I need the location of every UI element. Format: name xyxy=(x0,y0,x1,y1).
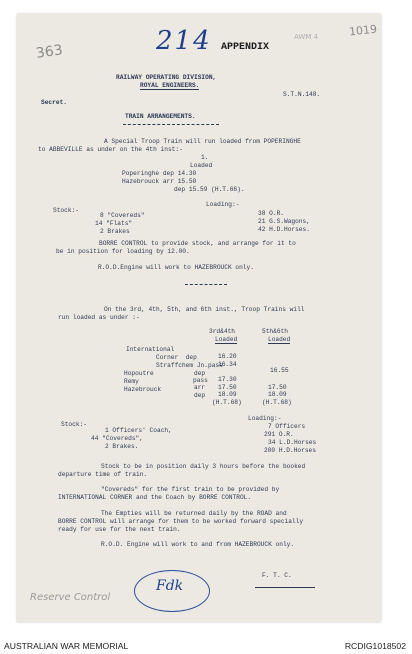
section2-col2-subheader: Loaded xyxy=(268,336,291,343)
section1-stock-label: Stock:- xyxy=(53,207,79,214)
classification: Secret. xyxy=(41,99,67,106)
handwritten-number: 214 xyxy=(156,26,212,56)
section2-paragraph: INTERNATIONAL CORNER and the Coach by BORRE CONTROL. xyxy=(58,494,252,501)
section2-intro-line2: run loaded as under :- xyxy=(58,314,140,321)
section1-note-line2: be in position for loading by 12.00. xyxy=(56,248,190,255)
section2-loading-label: Loading:- xyxy=(248,415,282,422)
section1-train-number: 1. xyxy=(201,154,209,161)
timetable-time: 16.20 xyxy=(218,353,237,360)
section1-loading-item: 38 O.R. xyxy=(258,210,284,217)
section2-stock-item: 1 Officers' Coach, xyxy=(105,427,172,434)
section1-stock-item: 2 Brakes xyxy=(100,228,130,235)
section1-engine-note: R.O.D.Engine will work to HAZEBROUCK only. xyxy=(98,264,254,271)
section1-intro-line2: to ABBEVILLE as under on the 4th inst:- xyxy=(38,146,183,153)
timetable-time: 17.50 xyxy=(268,384,287,391)
section2-loading-item: 34 L.D.Horses xyxy=(268,439,317,446)
section2-loading-item: 291 O.R. xyxy=(264,431,294,438)
footer-reference: RCDIG1018502 xyxy=(344,641,406,651)
timetable-station: Hazebrouck xyxy=(124,386,162,393)
section2-engine-note: R.O.D. Engine will work to and from HAZEBROUCK only. xyxy=(101,541,295,548)
section1-stock-item: 14 "Flats" xyxy=(95,220,133,227)
section2-stock-item: 44 "Covereds", xyxy=(91,435,143,442)
timetable-station: dep xyxy=(194,392,206,399)
division-heading: RAILWAY OPERATING DIVISION, xyxy=(116,74,217,81)
section1-time-row: Poperinghe dep 14.30 xyxy=(122,170,197,177)
timetable-station: International xyxy=(126,346,175,353)
section1-time-row: Hazebrouck arr 15.50 xyxy=(122,178,197,185)
document-reference: S.T.N.148. xyxy=(283,91,321,98)
section1-loading-label: Loading:- xyxy=(206,201,240,208)
section2-paragraph: BORRE CONTROL will arrange for them to be worked forward specially xyxy=(58,518,304,525)
section2-col1-header: 3rd&4th xyxy=(209,328,235,335)
timetable-station: pass xyxy=(193,377,208,384)
timetable-train-ref: (H.T.68) xyxy=(212,399,242,406)
section2-paragraph: departure time of train. xyxy=(58,471,148,478)
timetable-station: arr xyxy=(194,384,206,391)
section2-loading-item: 200 H.D.Horses xyxy=(264,447,316,454)
section2-intro-line1: On the 3rd, 4th, 5th, and 6th inst., Troop Trains will xyxy=(104,306,305,313)
signature-rule xyxy=(255,587,315,588)
timetable-time: 18.09 xyxy=(268,391,287,398)
section1-loading-item: 21 G.S.Wagons, xyxy=(258,218,310,225)
section2-col2-header: 5th&6th xyxy=(262,328,288,335)
timetable-train-ref: (H.T.68) xyxy=(262,399,292,406)
section1-time-row: dep 15.59 (H.T.66). xyxy=(174,186,245,193)
document-title: TRAIN ARRANGEMENTS. xyxy=(125,113,196,120)
timetable-station: Corner dep xyxy=(156,354,197,361)
timetable-station: Straffchem Jn.pass xyxy=(156,362,223,369)
corps-heading: ROYAL ENGINEERS. xyxy=(140,82,200,89)
timetable-time: 18.09 xyxy=(218,391,237,398)
timetable-time: 16.34 xyxy=(218,361,237,368)
timetable-time: 16.55 xyxy=(270,367,289,374)
section1-intro-line1: A Special Troop Train will run loaded from POPERINGHE xyxy=(104,138,301,145)
section1-loading-item: 42 H.D.Horses. xyxy=(258,226,310,233)
timetable-time: 17.50 xyxy=(218,384,237,391)
section2-paragraph: ready for use for the next train. xyxy=(58,526,181,533)
title-rule xyxy=(123,124,219,125)
timetable-station: Remy xyxy=(124,378,139,385)
appendix-stamp: APPENDIX xyxy=(221,42,270,53)
handwritten-signature: Fdk xyxy=(156,578,184,594)
pencil-note: Reserve Control xyxy=(30,592,111,603)
section2-col1-subheader: Loaded xyxy=(215,336,238,343)
section2-paragraph: "Covereds" for the first train to be provided by xyxy=(101,486,280,493)
timetable-station: Hopoutre xyxy=(124,370,154,377)
signature-block: F. T. C. xyxy=(262,572,292,579)
timetable-time: 17.30 xyxy=(218,376,237,383)
section2-paragraph: The Empties will be returned daily by the ROAD and xyxy=(101,510,287,517)
folio-number: 363 xyxy=(35,42,64,62)
footer-source: AUSTRALIAN WAR MEMORIAL xyxy=(4,641,129,651)
timetable-station: dep xyxy=(194,370,206,377)
top-right-pencil-number: 1019 xyxy=(348,22,378,39)
section2-paragraph: Stock to be in position daily 3 hours before the booked xyxy=(101,463,306,470)
section1-stock-item: 8 "Covereds" xyxy=(100,212,145,219)
section2-loading-item: 7 Officers xyxy=(268,423,306,430)
section1-note-line1: BORRE CONTROL to provide stock, and arrange for it to xyxy=(99,240,296,247)
faint-archive-mark: AWM 4 xyxy=(294,33,319,41)
section-separator xyxy=(185,284,227,285)
section1-loaded-header: Loaded xyxy=(190,162,213,169)
section2-stock-label: Stock:- xyxy=(61,421,87,428)
section2-stock-item: 2 Brakes. xyxy=(105,443,139,450)
